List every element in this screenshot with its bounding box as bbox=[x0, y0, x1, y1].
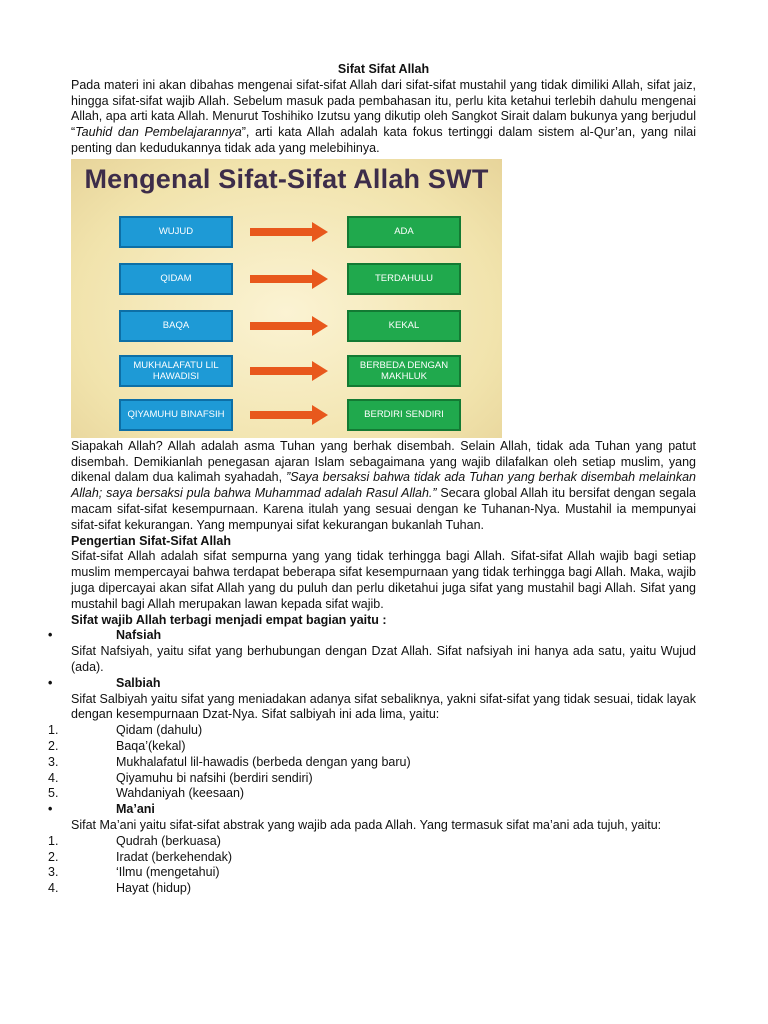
infographic-row bbox=[119, 216, 461, 248]
intro-text-end: ”, arti kata Allah adalah kata fokus tertinggi dalam sistem al-Qur’an, yang nilai penting dan kedudukannya tidak ada yang melebihinya. bbox=[71, 125, 696, 155]
list-item bbox=[48, 754, 696, 771]
heading-pengertian: Pengertian Sifat-Sifat Allah bbox=[71, 533, 231, 548]
infographic-row bbox=[119, 263, 461, 295]
list-item bbox=[48, 723, 696, 739]
sifat-arabic-box: QIDAM bbox=[119, 263, 233, 295]
list-item bbox=[48, 849, 696, 866]
list-text: ‘Ilmu (mengetahui) bbox=[116, 865, 220, 880]
bullet-icon: • bbox=[48, 675, 53, 690]
intro-paragraph bbox=[71, 78, 696, 157]
list-number: 1. bbox=[48, 723, 59, 738]
book-title: Tauhid dan Pembelajarannya bbox=[75, 125, 242, 140]
sifat-arabic-box: BAQA bbox=[119, 310, 233, 342]
sifat-meaning-box: BERDIRI SENDIRI bbox=[347, 399, 461, 431]
list-item bbox=[48, 786, 696, 802]
sifat-allah-infographic bbox=[71, 159, 502, 438]
list-number: 4. bbox=[48, 881, 59, 896]
list-item bbox=[48, 770, 696, 787]
syahadah-quote: ”Saya bersaksi bahwa tidak ada Tuhan yang berhak disembah melainkan Allah; saya bersaksi pula bahwa Muhammad adalah Rasul Allah.” bbox=[71, 470, 696, 501]
document-title: Sifat Sifat Allah bbox=[337, 62, 430, 76]
list-text: Qidam (dahulu) bbox=[116, 723, 203, 738]
list-text: Baqa’(kekal) bbox=[116, 738, 186, 753]
arrow-right-icon bbox=[250, 222, 328, 242]
infographic-row bbox=[119, 399, 461, 431]
sifat-arabic-box: QIYAMUHU BINAFSIH bbox=[119, 399, 233, 431]
paragraph-pengertian: Sifat-sifat Allah adalah sifat sempurna yang yang tidak terhingga bagi Allah. Sifat-sifat Allah wajib bagi setiap muslim mempercayai bahwa terdapat beberapa sifat kesempurnaan yang tidak terhingga bagi Allah. Maka, wajib juga dipercayai akan sifat Allah yang du puluh dan perlu diketahui juga sifat yang mustahil bagi Allah. Sifat yang mustahil bagi Allah merupakan lawan kepada sifat wajib. bbox=[71, 549, 696, 611]
bullet-label: Nafsiah bbox=[116, 628, 162, 643]
list-number: 2. bbox=[48, 738, 59, 753]
infographic-title: Mengenal Sifat-Sifat Allah SWT bbox=[84, 163, 489, 194]
document-page bbox=[48, 62, 696, 897]
list-item bbox=[48, 738, 696, 755]
bullet-item-maani bbox=[48, 802, 696, 818]
arrow-right-icon bbox=[250, 269, 328, 289]
sifat-meaning-box: KEKAL bbox=[347, 310, 461, 342]
list-number: 3. bbox=[48, 754, 59, 769]
sifat-arabic-box: WUJUD bbox=[119, 216, 233, 248]
list-text: Qudrah (berkuasa) bbox=[116, 833, 221, 848]
paragraph-siapakah-allah bbox=[71, 439, 696, 534]
paragraph-salbiah: Sifat Salbiyah yaitu sifat yang meniadakan adanya sifat sebaliknya, yakni sifat-sifat yang tidak sesuai, tidak layak dengan kesempurnaan Dzat-Nya. Sifat salbiyah ini ada lima, yaitu: bbox=[71, 691, 696, 722]
bullet-item-nafsiah bbox=[48, 628, 696, 644]
bullet-icon: • bbox=[48, 802, 53, 817]
list-number: 2. bbox=[48, 849, 59, 864]
bullet-item-salbiah bbox=[48, 675, 696, 692]
arrow-right-icon bbox=[250, 316, 328, 336]
list-item bbox=[48, 833, 696, 850]
list-text: Qiyamuhu bi nafsihi (berdiri sendiri) bbox=[116, 770, 313, 785]
sifat-arabic-box: MUKHALAFATU LIL HAWADISI bbox=[119, 355, 233, 387]
list-number: 1. bbox=[48, 833, 59, 848]
infographic-row bbox=[119, 355, 461, 387]
arrow-right-icon bbox=[250, 361, 328, 381]
list-item bbox=[48, 865, 696, 881]
list-text: Hayat (hidup) bbox=[116, 881, 192, 896]
intro-text: Pada materi ini akan dibahas mengenai sifat-sifat Allah dari sifat-sifat mustahil yang tidak dimiliki Allah, sifat jaiz, hingga sifat-sifat wajib Allah. Sebelum masuk pada pembahasan itu, perlu kita ketahui terlebih dahulu mengenai Allah, apa arti kata Allah. Menurut Toshihiko Izutsu yang dikutip oleh Sangkot Sirait dalam bukunya yang berjudul “ bbox=[71, 77, 696, 140]
paragraph-maani: Sifat Ma’ani yaitu sifat-sifat abstrak yang wajib ada pada Allah. Yang termasuk sifat ma’ani ada tujuh, yaitu: bbox=[71, 817, 662, 832]
infographic-row bbox=[119, 310, 461, 342]
paragraph-nafsiah: Sifat Nafsiyah, yaitu sifat yang berhubungan dengan Dzat Allah. Sifat nafsiyah ini hanya ada satu, yaitu Wujud (ada). bbox=[71, 644, 696, 674]
list-text: Iradat (berkehendak) bbox=[116, 849, 233, 864]
sifat-meaning-box: ADA bbox=[347, 216, 461, 248]
list-number: 3. bbox=[48, 865, 59, 880]
sifat-meaning-box: BERBEDA DENGAN MAKHLUK bbox=[347, 355, 461, 387]
list-number: 4. bbox=[48, 770, 59, 785]
heading-sifat-wajib: Sifat wajib Allah terbagi menjadi empat bagian yaitu : bbox=[71, 612, 387, 627]
bullet-label: Ma’ani bbox=[116, 802, 155, 817]
para2-text: Siapakah Allah? Allah adalah asma Tuhan yang berhak disembah. Selain Allah, tidak ada Tuhan yang patut disembah. Demikianlah penegasan ajaran Islam sebagaimana yang wajib dilafalkan oleh setiap muslim, yang dikenal dalam dua kalimah syahadah, bbox=[71, 438, 696, 485]
para2-text-end: Secara global Allah itu bersifat dengan segala macam sifat-sifat kesempurnaan. Karena itulah yang sesuai dengan ke Tuhanan-Nya. Mustahil ia mempunyai sifat-sifat kekurangan. Yang mempunyai sifat kekurangan bukanlah Tuhan. bbox=[71, 486, 696, 532]
bullet-label: Salbiah bbox=[116, 675, 161, 690]
arrow-right-icon bbox=[250, 405, 328, 425]
list-number: 5. bbox=[48, 786, 59, 801]
sifat-meaning-box: TERDAHULU bbox=[347, 263, 461, 295]
list-text: Mukhalafatul lil-hawadis (berbeda dengan yang baru) bbox=[116, 754, 411, 769]
bullet-icon: • bbox=[48, 628, 53, 643]
list-item bbox=[48, 881, 696, 897]
list-text: Wahdaniyah (keesaan) bbox=[116, 786, 245, 801]
